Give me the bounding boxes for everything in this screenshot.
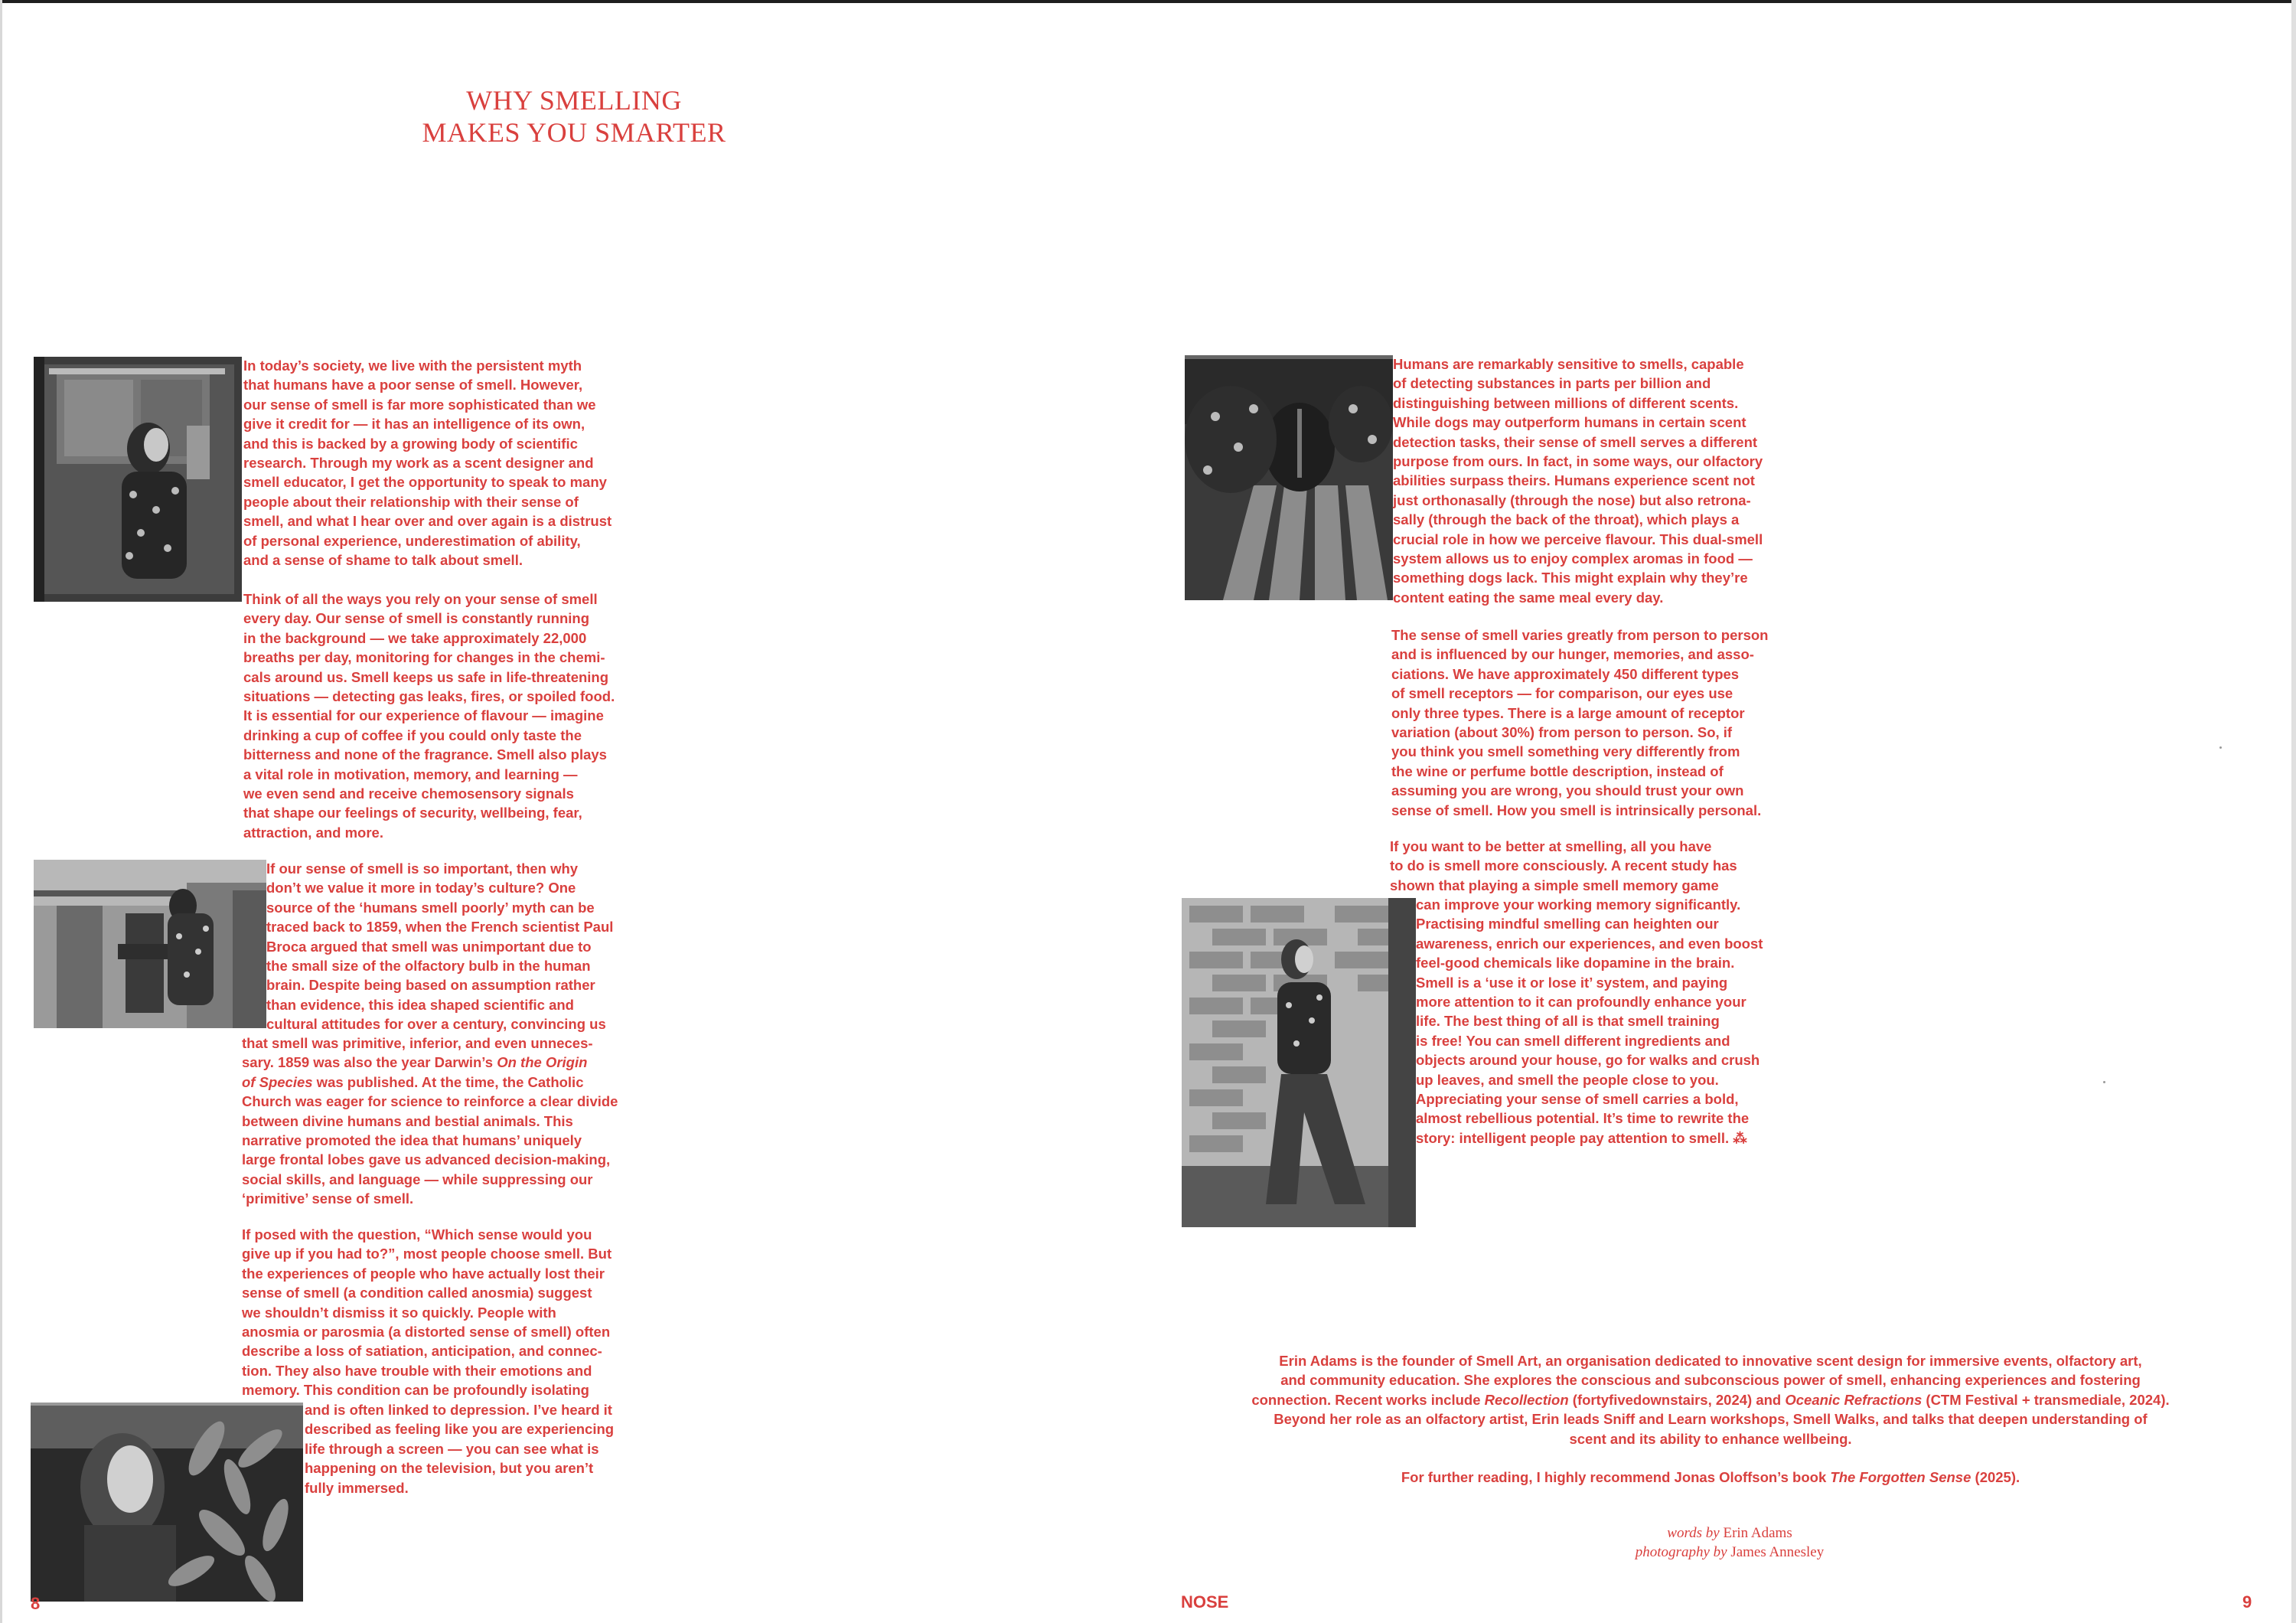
magazine-name: NOSE xyxy=(1181,1592,1229,1612)
text-line: describe a loss of satiation, anticipation, and connec- xyxy=(242,1343,602,1360)
page-number-right: 9 xyxy=(2242,1592,2252,1612)
bio-line: and community education. She explores the conscious and subconscious power of smell, enhancing experiences and fostering xyxy=(1280,1372,2141,1389)
text-line: While dogs may outperform humans in certain scent xyxy=(1393,414,1746,431)
text-line: described as feeling like you are experiencing xyxy=(305,1421,615,1438)
text-line xyxy=(242,1053,618,1072)
author-bio xyxy=(1202,1351,2219,1487)
article-title xyxy=(337,84,811,149)
text-line: the wine or perfume bottle description, instead of xyxy=(1391,763,1724,779)
credits xyxy=(1577,1523,1883,1562)
text-line: system allows us to enjoy complex aromas in food — xyxy=(1393,550,1753,567)
text-run: (fortyfivedownstairs, 2024) and xyxy=(1568,1391,1786,1408)
bio-line: Erin Adams is the founder of Smell Art, an organisation dedicated to innovative scent design for immersive events, olfactory art, xyxy=(1279,1353,2142,1369)
text-run: story: intelligent people pay attention to smell. xyxy=(1416,1129,1730,1146)
credit-name: James Annesley xyxy=(1727,1544,1825,1560)
words-credit xyxy=(1577,1523,1883,1543)
text-line xyxy=(1416,1128,1763,1148)
text-line: smell, and what I hear over and over again is a distrust xyxy=(243,513,612,530)
text-line: give up if you had to?”, most people choose smell. But xyxy=(242,1246,612,1262)
text-line: shown that playing a simple smell memory game xyxy=(1390,877,1719,893)
text-line: If our sense of smell is so important, then why xyxy=(266,860,579,877)
right-paragraph-3b xyxy=(1416,895,1763,1148)
credit-label: photography by xyxy=(1635,1544,1727,1560)
text-line: between divine humans and bestial animals. This xyxy=(242,1112,573,1129)
text-line: our sense of smell is far more sophisticated than we xyxy=(243,396,596,413)
text-line: life through a screen — you can see what is xyxy=(305,1440,599,1457)
text-line: social skills, and language — while suppressing our xyxy=(242,1171,593,1187)
text-line: something dogs lack. This might explain why they’re xyxy=(1393,570,1748,586)
text-line: up leaves, and smell the people close to you. xyxy=(1416,1071,1719,1088)
text-line: drinking a cup of coffee if you could only taste the xyxy=(243,727,582,743)
text-line: in the background — we take approximately 22,000 xyxy=(243,629,587,646)
book-title: The Forgotten Sense xyxy=(1830,1469,1971,1486)
text-line: breaths per day, monitoring for changes in the chemi- xyxy=(243,649,605,666)
photo-woman-in-phone-booth xyxy=(34,357,242,602)
credit-label: words by xyxy=(1667,1525,1720,1541)
text-line: traced back to 1859, when the French scientist Paul xyxy=(266,919,614,936)
text-line: and is influenced by our hunger, memories, and asso- xyxy=(1391,646,1754,663)
bio-line: scent and its ability to enhance wellbeing. xyxy=(1569,1430,1852,1447)
text-line: fully immersed. xyxy=(305,1479,409,1496)
text-line: objects around your house, go for walks and crush xyxy=(1416,1052,1760,1069)
text-line: to do is smell more consciously. A recent study has xyxy=(1390,857,1737,874)
text-line: the experiences of people who have actually lost their xyxy=(242,1265,605,1282)
photo-credit xyxy=(1577,1543,1883,1562)
text-line: only three types. There is a large amount of receptor xyxy=(1391,704,1745,721)
text-line: sense of smell. How you smell is intrinsically personal. xyxy=(1391,802,1762,818)
text-line: sally (through the back of the throat), which plays a xyxy=(1393,511,1740,528)
work-title: Oceanic Refractions xyxy=(1785,1391,1923,1408)
text-line: assuming you are wrong, you should trust your own xyxy=(1391,782,1744,799)
text-line: more attention to it can profoundly enhance your xyxy=(1416,994,1746,1011)
page-number-left: 8 xyxy=(31,1594,41,1613)
title-line-2: MAKES YOU SMARTER xyxy=(422,117,726,148)
text-line: memory. This condition can be profoundly isolating xyxy=(242,1382,589,1399)
text-line: large frontal lobes gave us advanced decision-making, xyxy=(242,1151,611,1168)
text-line: The sense of smell varies greatly from person to person xyxy=(1391,627,1769,643)
text-line: Practising mindful smelling can heighten our xyxy=(1416,916,1719,932)
text-line: content eating the same meal every day. xyxy=(1393,589,1664,606)
text-line: crucial role in how we perceive flavour. This dual-smell xyxy=(1393,531,1763,547)
page-edge-left xyxy=(0,0,2,1623)
photo-woman-at-machinery xyxy=(34,860,266,1028)
text-line: cals around us. Smell keeps us safe in life-threatening xyxy=(243,668,609,685)
text-line: and a sense of shame to talk about smell. xyxy=(243,552,523,569)
text-line: of detecting substances in parts per billion and xyxy=(1393,375,1711,392)
text-line: the small size of the olfactory bulb in the human xyxy=(266,958,591,975)
text-line: narrative promoted the idea that humans’ uniquely xyxy=(242,1132,582,1149)
page-edge-right xyxy=(2291,0,2296,1623)
text-line: every day. Our sense of smell is constantly running xyxy=(243,610,590,627)
photo-person-leaning-on-bench xyxy=(1185,355,1393,600)
text-line: almost rebellious potential. It’s time to rewrite the xyxy=(1416,1110,1750,1127)
text-line: anosmia or parosmia (a distorted sense of smell) often xyxy=(242,1324,611,1341)
text-line: It is essential for our experience of flavour — imagine xyxy=(243,707,604,724)
end-mark-icon: ⁂ xyxy=(1733,1129,1747,1146)
text-line: situations — detecting gas leaks, fires, or spoiled food. xyxy=(243,688,615,705)
text-line: source of the ‘humans smell poorly’ myth can be xyxy=(266,899,595,916)
text-line: life. The best thing of all is that smell training xyxy=(1416,1013,1720,1030)
text-line: than evidence, this idea shaped scientific and xyxy=(266,996,574,1013)
further-reading xyxy=(1202,1468,2219,1487)
text-line: purpose from ours. In fact, in some ways, our olfactory xyxy=(1393,453,1763,470)
print-speck xyxy=(2103,1081,2105,1083)
text-line: ciations. We have approximately 450 different types xyxy=(1391,665,1740,682)
text-line: Think of all the ways you rely on your sense of smell xyxy=(243,591,598,607)
left-paragraph-3b xyxy=(242,1034,618,1209)
text-line: that smell was primitive, inferior, and even unneces- xyxy=(242,1035,593,1051)
text-line: awareness, enrich our experiences, and even boost xyxy=(1416,935,1763,952)
text-line: just orthonasally (through the nose) but also retrona- xyxy=(1393,491,1751,508)
text-line: If you want to be better at smelling, all you have xyxy=(1390,838,1712,854)
text-line: Humans are remarkably sensitive to smells, capable xyxy=(1393,356,1744,372)
title-line-1: WHY SMELLING xyxy=(466,85,682,116)
right-paragraph-2 xyxy=(1391,625,1768,820)
text-run: (CTM Festival + transmediale, 2024). xyxy=(1922,1391,2170,1408)
text-line: of personal experience, underestimation of ability, xyxy=(243,532,581,549)
text-line: and this is backed by a growing body of scientific xyxy=(243,435,578,452)
text-run: sary. 1859 was also the year Darwin’s xyxy=(242,1054,497,1071)
right-paragraph-3a xyxy=(1390,837,1737,895)
text-line: abilities surpass theirs. Humans experience scent not xyxy=(1393,472,1755,489)
text-line: of smell receptors — for comparison, our eyes use xyxy=(1391,685,1733,702)
left-paragraph-4a xyxy=(242,1225,612,1400)
left-paragraph-2 xyxy=(243,589,615,842)
text-line: people about their relationship with their sense of xyxy=(243,493,579,510)
text-line: detection tasks, their sense of smell serves a different xyxy=(1393,433,1758,450)
photo-woman-with-plant xyxy=(31,1403,303,1602)
text-line: cultural attitudes for over a century, convincing us xyxy=(266,1016,606,1033)
book-title: On the Origin xyxy=(497,1054,588,1071)
text-run: (2025). xyxy=(1971,1469,2020,1486)
text-run: For further reading, I highly recommend Jonas Oloffson’s book xyxy=(1401,1469,1831,1486)
text-line: give it credit for — it has an intelligence of its own, xyxy=(243,416,585,433)
left-paragraph-4b xyxy=(305,1400,614,1497)
credit-name: Erin Adams xyxy=(1719,1525,1792,1541)
text-line: that shape our feelings of security, wellbeing, fear, xyxy=(243,805,582,821)
text-line: a vital role in motivation, memory, and learning — xyxy=(243,766,578,782)
book-title: of Species xyxy=(242,1073,313,1090)
text-line: research. Through my work as a scent designer and xyxy=(243,455,594,472)
text-line: happening on the television, but you aren’t xyxy=(305,1460,594,1477)
text-line: In today’s society, we live with the persistent myth xyxy=(243,358,582,374)
text-line: If posed with the question, “Which sense would you xyxy=(242,1226,592,1243)
text-line: we shouldn’t dismiss it so quickly. People with xyxy=(242,1304,556,1321)
text-line: ‘primitive’ sense of smell. xyxy=(242,1190,414,1207)
text-line: and is often linked to depression. I’ve heard it xyxy=(305,1402,612,1418)
text-line: Appreciating your sense of smell carries a bold, xyxy=(1416,1091,1739,1108)
text-line: Church was eager for science to reinforce a clear divide xyxy=(242,1093,618,1110)
text-line: can improve your working memory significantly. xyxy=(1416,896,1741,913)
text-line: distinguishing between millions of different scents. xyxy=(1393,394,1739,411)
text-line: attraction, and more. xyxy=(243,824,383,841)
text-line: don’t we value it more in today’s culture? One xyxy=(266,880,576,896)
text-line: tion. They also have trouble with their emotions and xyxy=(242,1362,592,1379)
text-line: variation (about 30%) from person to person. So, if xyxy=(1391,724,1733,741)
text-line: Broca argued that smell was unimportant due to xyxy=(266,938,592,955)
text-line: Smell is a ‘use it or lose it’ system, and paying xyxy=(1416,974,1728,991)
text-run: was published. At the time, the Catholic xyxy=(312,1073,584,1090)
text-line: feel-good chemicals like dopamine in the brain. xyxy=(1416,955,1735,972)
bio-line: Beyond her role as an olfactory artist, Erin leads Sniff and Learn workshops, Smell Walks, and talks that deepen understanding of xyxy=(1274,1411,2148,1428)
text-line: brain. Despite being based on assumption rather xyxy=(266,977,595,994)
work-title: Recollection xyxy=(1484,1391,1569,1408)
text-line: we even send and receive chemosensory signals xyxy=(243,785,574,802)
text-line: that humans have a poor sense of smell. However, xyxy=(243,377,583,394)
text-line: bitterness and none of the fragrance. Smell also plays xyxy=(243,746,607,763)
print-speck xyxy=(2219,746,2222,749)
text-line: you think you smell something very differently from xyxy=(1391,743,1740,760)
bio-line xyxy=(1202,1390,2219,1409)
left-paragraph-3a xyxy=(266,859,613,1034)
spread-top-edge xyxy=(0,0,2296,11)
photo-woman-at-brick-wall xyxy=(1182,898,1416,1227)
text-line: sense of smell (a condition called anosmia) suggest xyxy=(242,1285,592,1301)
text-line xyxy=(242,1073,618,1092)
text-line: is free! You can smell different ingredients and xyxy=(1416,1032,1730,1049)
left-paragraph-1 xyxy=(243,356,612,570)
right-paragraph-1 xyxy=(1393,354,1763,607)
text-run: connection. Recent works include xyxy=(1251,1391,1485,1408)
text-line: smell educator, I get the opportunity to speak to many xyxy=(243,474,607,491)
